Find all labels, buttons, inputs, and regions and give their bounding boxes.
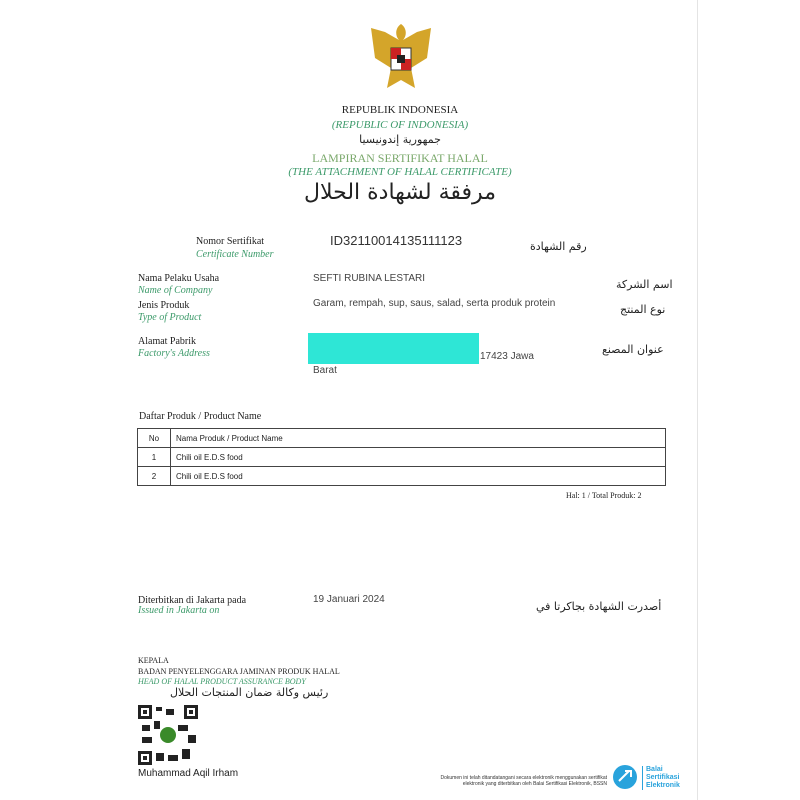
issued-label-ar: أصدرت الشهادة بجاكرتا في bbox=[536, 600, 662, 613]
bsre-logo-line: Balai bbox=[646, 766, 663, 773]
sign-body-en: HEAD OF HALAL PRODUCT ASSURANCE BODY bbox=[138, 677, 306, 686]
address-label: Alamat Pabrik bbox=[138, 336, 197, 347]
page-count: Hal: 1 / Total Produk: 2 bbox=[566, 491, 642, 500]
cert-number: ID32110014135111123 bbox=[330, 233, 463, 248]
e-sign-note-2: elektronik yang diterbitkan oleh Balai Sertifikasi Elektronik, BSSN bbox=[462, 781, 607, 787]
product-list-title: Daftar Produk / Product Name bbox=[139, 411, 262, 422]
country-ar: جمهورية إندونيسيا bbox=[359, 133, 441, 146]
issued-label: Diterbitkan di Jakarta pada bbox=[138, 595, 247, 606]
sign-body-ar: رئيس وكالة ضمان المنتجات الحلال bbox=[170, 686, 329, 699]
country-en: (REPUBLIC OF INDONESIA) bbox=[331, 119, 469, 131]
issued-date: 19 Januari 2024 bbox=[313, 594, 385, 605]
bsre-logo-line: Sertifikasi bbox=[646, 774, 680, 781]
address-label-en: Factory's Address bbox=[138, 348, 210, 359]
row-product: Chili oil E.D.S food bbox=[171, 448, 666, 467]
table-header-row bbox=[138, 429, 666, 448]
bsre-logo-text bbox=[642, 766, 680, 790]
product-type-label-ar: نوع المنتج bbox=[620, 303, 666, 316]
address-value: 17423 Jawa bbox=[480, 351, 534, 362]
bsre-logo-icon bbox=[612, 764, 638, 790]
row-product: Chili oil E.D.S food bbox=[171, 467, 666, 486]
e-sign-note-1: Dokumen ini telah ditandatangani secara elektronik menggunakan sertifikat bbox=[440, 775, 607, 781]
row-no: 2 bbox=[138, 467, 171, 486]
address-redaction bbox=[308, 333, 479, 364]
address-label-ar: عنوان المصنع bbox=[602, 343, 664, 356]
company-label-ar: اسم الشركة bbox=[616, 278, 673, 291]
issued-label-en: Issued in Jakarta on bbox=[138, 605, 220, 616]
cert-label: Nomor Sertifikat bbox=[196, 236, 265, 247]
doc-title-en: (THE ATTACHMENT OF HALAL CERTIFICATE) bbox=[288, 166, 512, 178]
doc-title-ar: مرفقة لشهادة الحلال bbox=[304, 180, 496, 205]
table-row bbox=[138, 448, 666, 467]
sign-body: BADAN PENYELENGGARA JAMINAN PRODUK HALAL bbox=[138, 667, 340, 676]
doc-title: LAMPIRAN SERTIFIKAT HALAL bbox=[312, 151, 488, 165]
signatory-name: Muhammad Aqil Irham bbox=[138, 768, 239, 779]
qr-code-icon bbox=[138, 705, 198, 765]
cert-label-ar: رقم الشهادة bbox=[530, 240, 587, 253]
company-label: Nama Pelaku Usaha bbox=[138, 273, 220, 284]
company-label-en: Name of Company bbox=[138, 285, 213, 296]
col-no: No bbox=[138, 429, 171, 448]
address-value-2: Barat bbox=[313, 365, 337, 376]
cert-label-en: Certificate Number bbox=[196, 249, 274, 260]
product-type-label: Jenis Produk bbox=[138, 300, 190, 311]
product-type-label-en: Type of Product bbox=[138, 312, 202, 323]
sign-title: KEPALA bbox=[138, 656, 169, 665]
row-no: 1 bbox=[138, 448, 171, 467]
garuda-emblem-icon bbox=[365, 18, 437, 96]
product-type-value: Garam, rempah, sup, saus, salad, serta produk protein bbox=[313, 298, 556, 309]
company-value: SEFTI RUBINA LESTARI bbox=[313, 273, 426, 284]
country: REPUBLIK INDONESIA bbox=[341, 104, 459, 116]
product-table bbox=[137, 428, 666, 486]
col-product: Nama Produk / Product Name bbox=[171, 429, 666, 448]
table-row bbox=[138, 467, 666, 486]
e-sign-note bbox=[380, 775, 607, 787]
bsre-logo-line: Elektronik bbox=[646, 782, 680, 789]
